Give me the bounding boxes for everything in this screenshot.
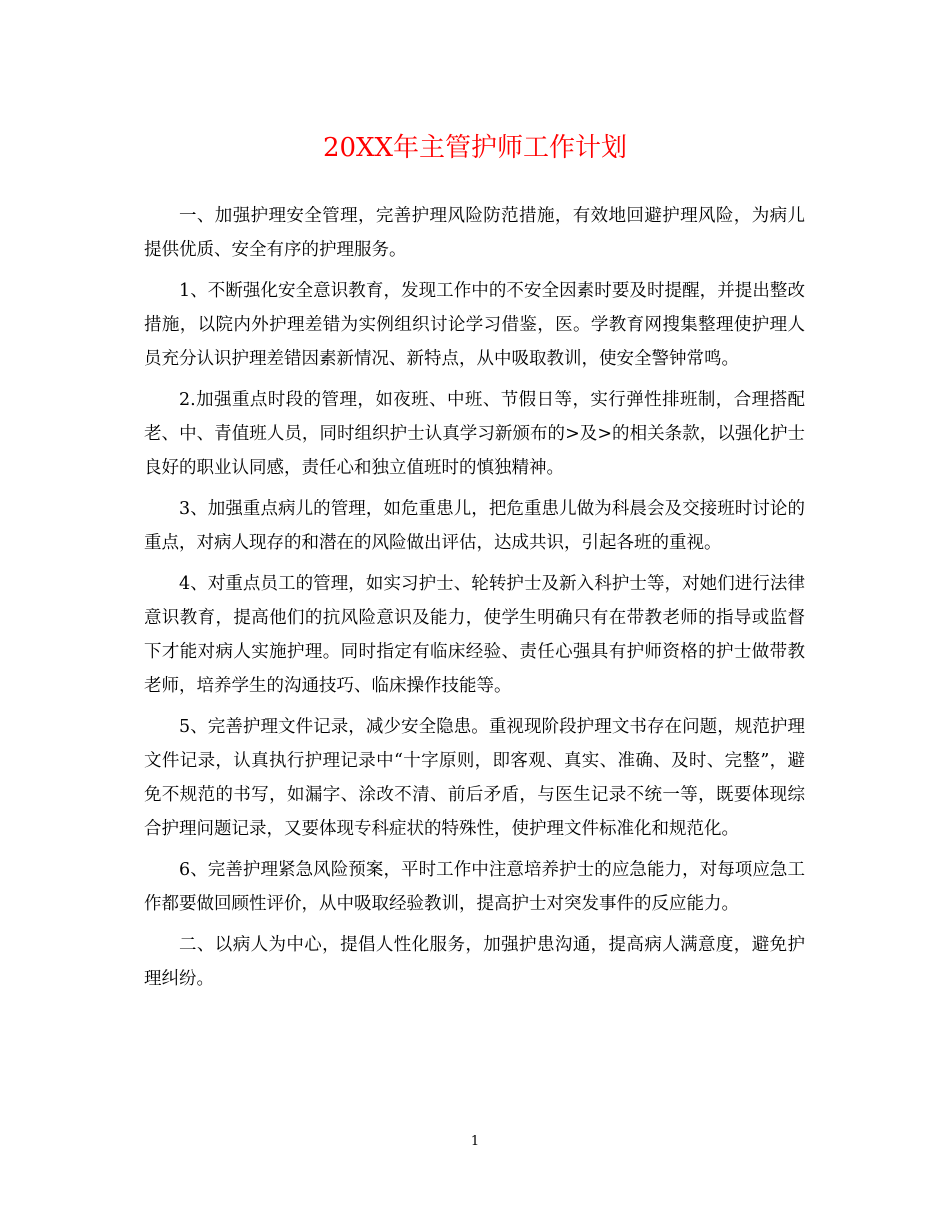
paragraph-item-4: 4、对重点员工的管理，如实习护士、轮转护士及新入科护士等，对她们进行法律意识教育，提高他们的抗风险意识及能力，使学生明确只有在带教老师的指导或监督下才能对病人实施护理。同时指定有临床经验、责任心强具有护师资格的护士做带教老师，培养学生的沟通技巧、临床操作技能等。: [144, 574, 805, 696]
paragraph-item-6: 6、完善护理紧急风险预案，平时工作中注意培养护士的应急能力，对每项应急工作都要做回顾性评价，从中吸取经验教训，提高护士对突发事件的反应能力。: [144, 860, 805, 914]
paragraph-item-5: 5、完善护理文件记录，减少安全隐患。重视现阶段护理文书存在问题，规范护理文件记录，认真执行护理记录中“十字原则，即客观、真实、准确、及时、完整”，避免不规范的书写，如漏字、涂改不清、前后矛盾，与医生记录不统一等，既要体现综合护理问题记录，又要体现专科症状的特殊性，使护理文件标准化和规范化。: [144, 717, 805, 839]
paragraph-item-3: 3、加强重点病儿的管理，如危重患儿，把危重患儿做为科晨会及交接班时讨论的重点，对病人现存的和潜在的风险做出评估，达成共识，引起各班的重视。: [144, 499, 805, 553]
document-body: [144, 199, 805, 1003]
paragraph-section-2: 二、以病人为中心，提倡人性化服务，加强护患沟通，提高病人满意度，避免护理纠纷。: [144, 935, 805, 989]
paragraph-item-2: 2.加强重点时段的管理，如夜班、中班、节假日等，实行弹性排班制，合理搭配老、中、青值班人员，同时组织护士认真学习新颁布的>及>的相关条款，以强化护士良好的职业认同感，责任心和独立值班时的慎独精神。: [144, 390, 805, 478]
paragraph-item-1: 1、不断强化安全意识教育，发现工作中的不安全因素时要及时提醒，并提出整改措施，以院内外护理差错为实例组织讨论学习借鉴，医。学教育网搜集整理使护理人员充分认识护理差错因素新情况、新特点，从中吸取教训，使安全警钟常鸣。: [144, 281, 805, 369]
paragraph-section-1: 一、加强护理安全管理，完善护理风险防范措施，有效地回避护理风险，为病儿提供优质、安全有序的护理服务。: [144, 206, 805, 260]
page-number: 1: [470, 1134, 480, 1149]
document-title: 20XX年主管护师工作计划: [322, 133, 628, 163]
